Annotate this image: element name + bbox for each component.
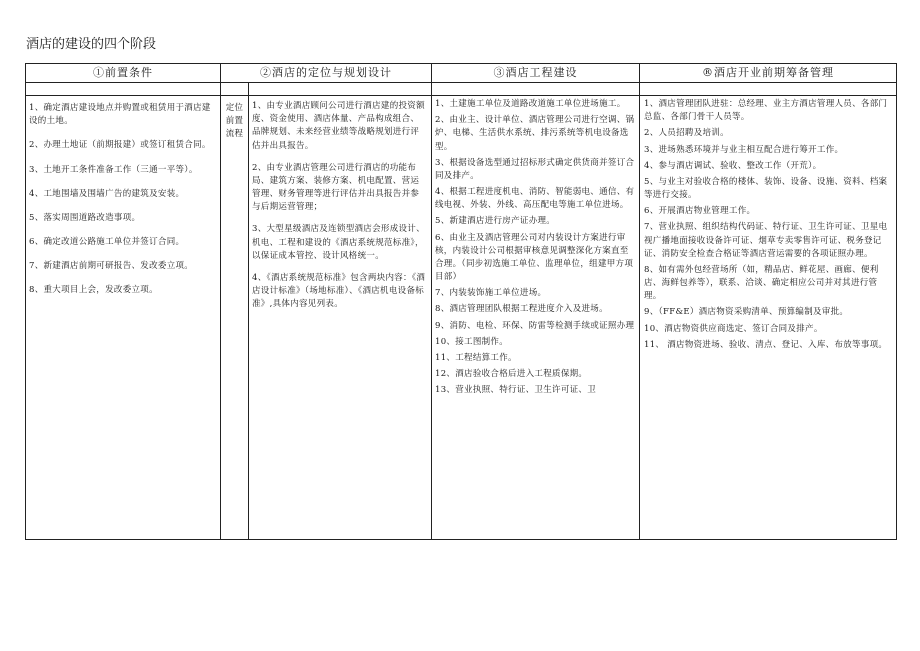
list-item: 1、由专业酒店顾问公司进行酒店建的投资额度、资金使用、酒店体量、产品构成组合、品牌规划、未来经营业绩等战略规划进行评估并出具报告。	[252, 101, 425, 151]
spacer-row	[26, 83, 897, 96]
list-item: 13、营业执照、特行证、卫生许可证、卫	[435, 385, 597, 396]
stage-4-cell	[640, 96, 897, 540]
stages-table	[25, 63, 897, 540]
list-item: 12、酒店验收合格后进入工程质保期。	[435, 369, 588, 380]
header-stage-4: ®酒店开业前期筹备管理	[640, 64, 897, 83]
list-item: 4、参与酒店调试、验收、整改工作（开荒）。	[644, 160, 822, 171]
list-item: 11、 酒店物资进场、验收、清点、登记、入库、布放等事项。	[644, 339, 888, 350]
header-stage-2: ②酒店的定位与规划设计	[221, 64, 432, 83]
list-item: 2、由业主、设计单位、酒店管理公司进行空调、锅炉、电梯、生活供水系统、排污系统等机电设备选型。	[435, 115, 635, 152]
stage-2-cell	[249, 96, 432, 540]
list-item: 5、落实周围道路改造事项。	[29, 212, 141, 223]
list-item: 5、与业主对验收合格的楼体、装饰、设备、设施、资料、档案等进行交接。	[644, 176, 888, 201]
list-item: 9、（FF&E）酒店物资采购清单、预算编制及审批。	[644, 307, 849, 318]
list-item: 10、酒店物资供应商选定、签订合同及排产。	[644, 323, 823, 334]
list-item: 4、《酒店系统规范标准》包含两块内容：《酒店设计标准》（场地标准）、《酒店机电设备标准》,具体内容见列表。	[252, 272, 426, 310]
list-item: 3、进场熟悉环境并与业主相互配合进行筹开工作。	[644, 144, 844, 155]
stage-1-cell	[26, 96, 221, 540]
list-item: 7、新建酒店前期可研报告、发改委立项。	[29, 261, 194, 272]
list-item: 9、消防、电检、环保、防雷等检测手续或证照办理	[435, 320, 635, 331]
list-item: 1、酒店管理团队进驻：总经理、业主方酒店管理人员、各部门总监、各部门骨干人员等。	[644, 99, 888, 123]
list-item: 2、办理土地证（前期报建）或签订租赁合同。	[29, 140, 211, 151]
list-item: 8、酒店管理团队根据工程进度介入及进场。	[435, 304, 608, 315]
list-item: 3、大型星级酒店及连锁型酒店会形成设计、机电、工程和建设的《酒店系统规范标准》，以保证成本管控、设计风格统一。	[252, 224, 425, 261]
header-row	[26, 64, 897, 83]
list-item: 4、根据工程进度机电、消防、智能弱电、通信、有线电视、外装、外线、高压配电等施工单位进场。	[435, 187, 635, 211]
list-item: 4、工地围墙及围墙广告的建筑及安装。	[29, 188, 185, 199]
header-stage-1: ①前置条件	[26, 64, 221, 83]
list-item: 2、人员招聘及培训。	[644, 128, 729, 139]
positioning-label: 定位前置流程	[221, 96, 249, 540]
list-item: 6、开展酒店物业管理工作。	[644, 206, 756, 217]
list-item: 6、由业主及酒店管理公司对内装设计方案进行审核，内装设计公司根据审核意见调整深化方案直至合理。（同步初选施工单位、监理单位，组建甲方项目部）	[435, 232, 634, 283]
list-item: 8、如有需外包经营场所（如，精品店、鲜花屋、画廊、便利店、海鲜包养等），联系、洽谈、确定相应公司并对其进行管理。	[644, 264, 879, 302]
list-item: 1、确定酒店建设地点并购置或租赁用于酒店建设的土地。	[29, 103, 211, 127]
list-item: 5、新建酒店进行房产证办理。	[435, 216, 556, 227]
list-item: 1、土建施工单位及道路改道施工单位进场施工。	[435, 99, 626, 109]
list-item: 7、内装装饰施工单位进场。	[435, 288, 547, 299]
list-item: 8、重大项目上会，发改委立项。	[29, 285, 158, 296]
spacer-cell	[249, 83, 432, 96]
list-item: 3、根据设备选型通过招标形式确定供货商并签订合同及排产。	[435, 157, 635, 181]
spacer-cell	[26, 83, 221, 96]
page-title: 酒店的建设的四个阶段	[26, 37, 157, 52]
list-item: 3、土地开工条件准备工作（三通一平等）。	[29, 164, 198, 175]
header-stage-3: ③酒店工程建设	[432, 64, 640, 83]
content-row	[26, 96, 897, 540]
list-item: 2、由专业酒店管理公司进行酒店的功能布局、建筑方案、装修方案、机电配置、营运管理、财务管理等进行评估并出具报告并参与后期运营管理；	[252, 162, 420, 213]
spacer-cell	[221, 83, 249, 96]
list-item: 10、接工图制作。	[435, 336, 509, 347]
list-item: 6、确定改道公路施工单位并签订合同。	[29, 237, 185, 248]
list-item: 7、营业执照、组织结构代码证、特行证、卫生许可证、卫星电视广播地面接收设备许可证、烟草专卖零售许可证、税务登记证、消防安全检查合格证等酒店营运需要的各项证照办理。	[644, 222, 888, 259]
list-item: 11、工程结算工作。	[435, 352, 517, 363]
stage-3-cell	[432, 96, 640, 540]
spacer-cell	[640, 83, 897, 96]
spacer-cell	[432, 83, 640, 96]
